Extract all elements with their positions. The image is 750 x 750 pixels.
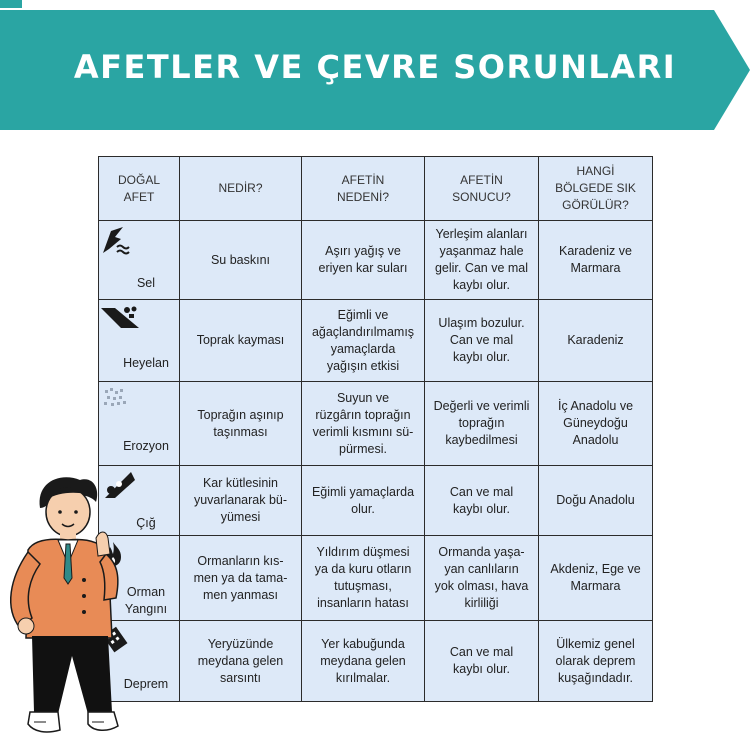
- table-row: [99, 536, 653, 621]
- nedir-cell: Ormanların kıs- men ya da tama- men yanması: [180, 536, 302, 621]
- neden-cell: Suyun ve rüzgârın toprağın verimli kısmını sü- pürmesi.: [302, 382, 425, 466]
- afet-cell: [99, 221, 180, 300]
- title-banner: [0, 10, 750, 130]
- afet-name: Deprem: [123, 676, 169, 691]
- afet-name: Erozyon: [123, 439, 169, 453]
- table-row: [99, 621, 653, 702]
- disaster-table: [98, 156, 653, 702]
- bolge-cell: Doğu Anadolu: [539, 466, 653, 536]
- afet-cell: [99, 300, 180, 382]
- header-nedir: NEDİR?: [180, 157, 302, 221]
- table-row: [99, 300, 653, 382]
- table-row: [99, 466, 653, 536]
- erosion-icon: [101, 386, 129, 412]
- sonuc-cell: Can ve mal kaybı olur.: [425, 466, 539, 536]
- banner-top-edge: [0, 0, 22, 8]
- table-row: [99, 221, 653, 300]
- flood-icon: [101, 225, 133, 255]
- teacher-illustration: [0, 468, 160, 750]
- bolge-cell: Ülkemiz genel olarak deprem kuşağındadır.: [539, 621, 653, 702]
- header-afetin-nedeni: AFETİN NEDENİ?: [302, 157, 425, 221]
- afet-cell: [99, 382, 180, 466]
- sonuc-cell: Ormanda yaşa- yan canlıların yok olması, hava kirliliği: [425, 536, 539, 621]
- neden-cell: Yer kabuğunda meydana gelen kırılmalar.: [302, 621, 425, 702]
- nedir-cell: Yeryüzünde meydana gelen sarsıntı: [180, 621, 302, 702]
- header-afetin-sonucu: AFETİN SONUCU?: [425, 157, 539, 221]
- afet-name: Sel: [136, 275, 156, 290]
- header-hangi-bolge: HANGİ BÖLGEDE SIK GÖRÜLÜR?: [539, 157, 653, 221]
- neden-cell: Eğimli yamaçlarda olur.: [302, 466, 425, 536]
- nedir-cell: Kar kütlesinin yuvarlanarak bü- yümesi: [180, 466, 302, 536]
- sonuc-cell: Can ve mal kaybı olur.: [425, 621, 539, 702]
- neden-cell: Yıldırım düşmesi ya da kuru otların tutuşması, insanların hatası: [302, 536, 425, 621]
- bolge-cell: Karadeniz ve Marmara: [539, 221, 653, 300]
- disaster-table-container: [98, 156, 653, 702]
- neden-cell: Aşırı yağış ve eriyen kar suları: [302, 221, 425, 300]
- table-header-row: [99, 157, 653, 221]
- header-dogal-afet: DOĞAL AFET: [99, 157, 180, 221]
- bolge-cell: Akdeniz, Ege ve Marmara: [539, 536, 653, 621]
- nedir-cell: Su baskını: [180, 221, 302, 300]
- nedir-cell: Toprak kayması: [180, 300, 302, 382]
- bolge-cell: Karadeniz: [539, 300, 653, 382]
- page-title: AFETLER VE ÇEVRE SORUNLARI: [73, 48, 677, 86]
- afet-name: Çığ: [136, 516, 156, 530]
- landslide-icon: [101, 304, 141, 330]
- bolge-cell: İç Anadolu ve Güneydoğu Anadolu: [539, 382, 653, 466]
- nedir-cell: Toprağın aşınıp taşınması: [180, 382, 302, 466]
- table-row: [99, 382, 653, 466]
- sonuc-cell: Yerleşim alanları yaşanmaz hale gelir. Can ve mal kaybı olur.: [425, 221, 539, 300]
- neden-cell: Eğimli ve ağaçlandırılmamış yamaçlarda yağışın etkisi: [302, 300, 425, 382]
- afet-name: Orman Yangını: [124, 585, 168, 616]
- afet-name: Heyelan: [123, 356, 169, 370]
- sonuc-cell: Ulaşım bozulur. Can ve mal kaybı olur.: [425, 300, 539, 382]
- sonuc-cell: Değerli ve verimli toprağın kaybedilmesi: [425, 382, 539, 466]
